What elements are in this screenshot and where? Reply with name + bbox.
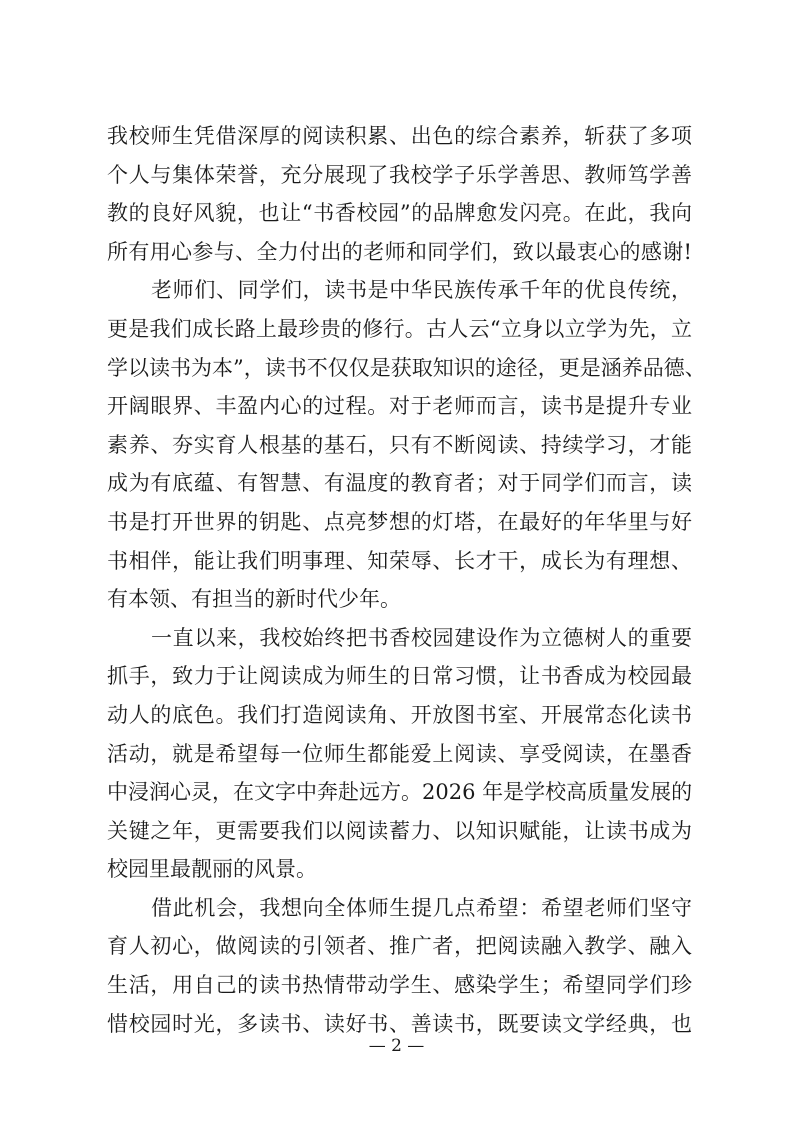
text-line: 更是我们成长路上最珍贵的修行。古人云“立身以立学为先，立 [107,316,692,341]
text-line: 书相伴，能让我们明事理、知荣辱、长才干，成长为有理想、 [107,548,692,573]
text-line: 有本领、有担当的新时代少年。 [107,587,401,612]
text-line: 抓手，致力于让阅读成为师生的日常习惯，让书香成为校园最 [107,664,692,689]
text-line: 素养、夯实育人根基的基石，只有不断阅读、持续学习，才能 [107,432,692,457]
text-line: 校园里最靓丽的风景。 [107,857,317,882]
text-line: 所有用心参与、全力付出的老师和同学们，致以最衷心的感谢! [107,239,692,264]
text-line: 学以读书为本”，读书不仅仅是获取知识的途径，更是涵养品德、 [107,355,706,380]
paragraph [107,889,692,1043]
text-line: 育人初心，做阅读的引领者、推广者，把阅读融入教学、融入 [107,934,692,959]
text-line: 关键之年，更需要我们以阅读蓄力、以知识赋能，让读书成为 [107,818,692,843]
text-line: 成为有底蕴、有智慧、有温度的教育者；对于同学们而言，读 [107,471,692,496]
paragraph [107,619,692,889]
text-line: 借此机会，我想向全体师生提几点希望：希望老师们坚守 [151,895,692,920]
text-line: 我校师生凭借深厚的阅读积累、出色的综合素养，斩获了多项 [107,124,692,148]
text-line: 活动，就是希望每一位师生都能爱上阅读、享受阅读，在墨香 [107,741,692,766]
page-number: — 2 — [368,1036,425,1056]
text-line: 书是打开世界的钥匙、点亮梦想的灯塔，在最好的年华里与好 [107,509,692,534]
text-line: 生活，用自己的读书热情带动学生、感染学生；希望同学们珍 [107,973,692,998]
text-line: 个人与集体荣誉，充分展现了我校学子乐学善思、教师笃学善 [107,162,692,187]
paragraph [107,271,706,618]
text-line: 惜校园时光，多读书、读好书、善读书，既要读文学经典，也 [107,1011,692,1036]
text-line: 中浸润心灵，在文字中奔赴远方。2026 年是学校高质量发展的 [107,780,693,805]
body-text [107,117,706,1043]
text-line: 开阔眼界、丰盈内心的过程。对于老师而言，读书是提升专业 [107,394,692,419]
paragraph [107,117,692,271]
text-line: 动人的底色。我们打造阅读角、开放图书室、开展常态化读书 [107,702,692,727]
text-line: 教的良好风貌，也让“书香校园”的品牌愈发闪亮。在此，我向 [107,201,692,226]
text-line: 一直以来，我校始终把书香校园建设作为立德树人的重要 [151,625,692,650]
text-line: 老师们、同学们，读书是中华民族传承千年的优良传统， [151,278,692,303]
